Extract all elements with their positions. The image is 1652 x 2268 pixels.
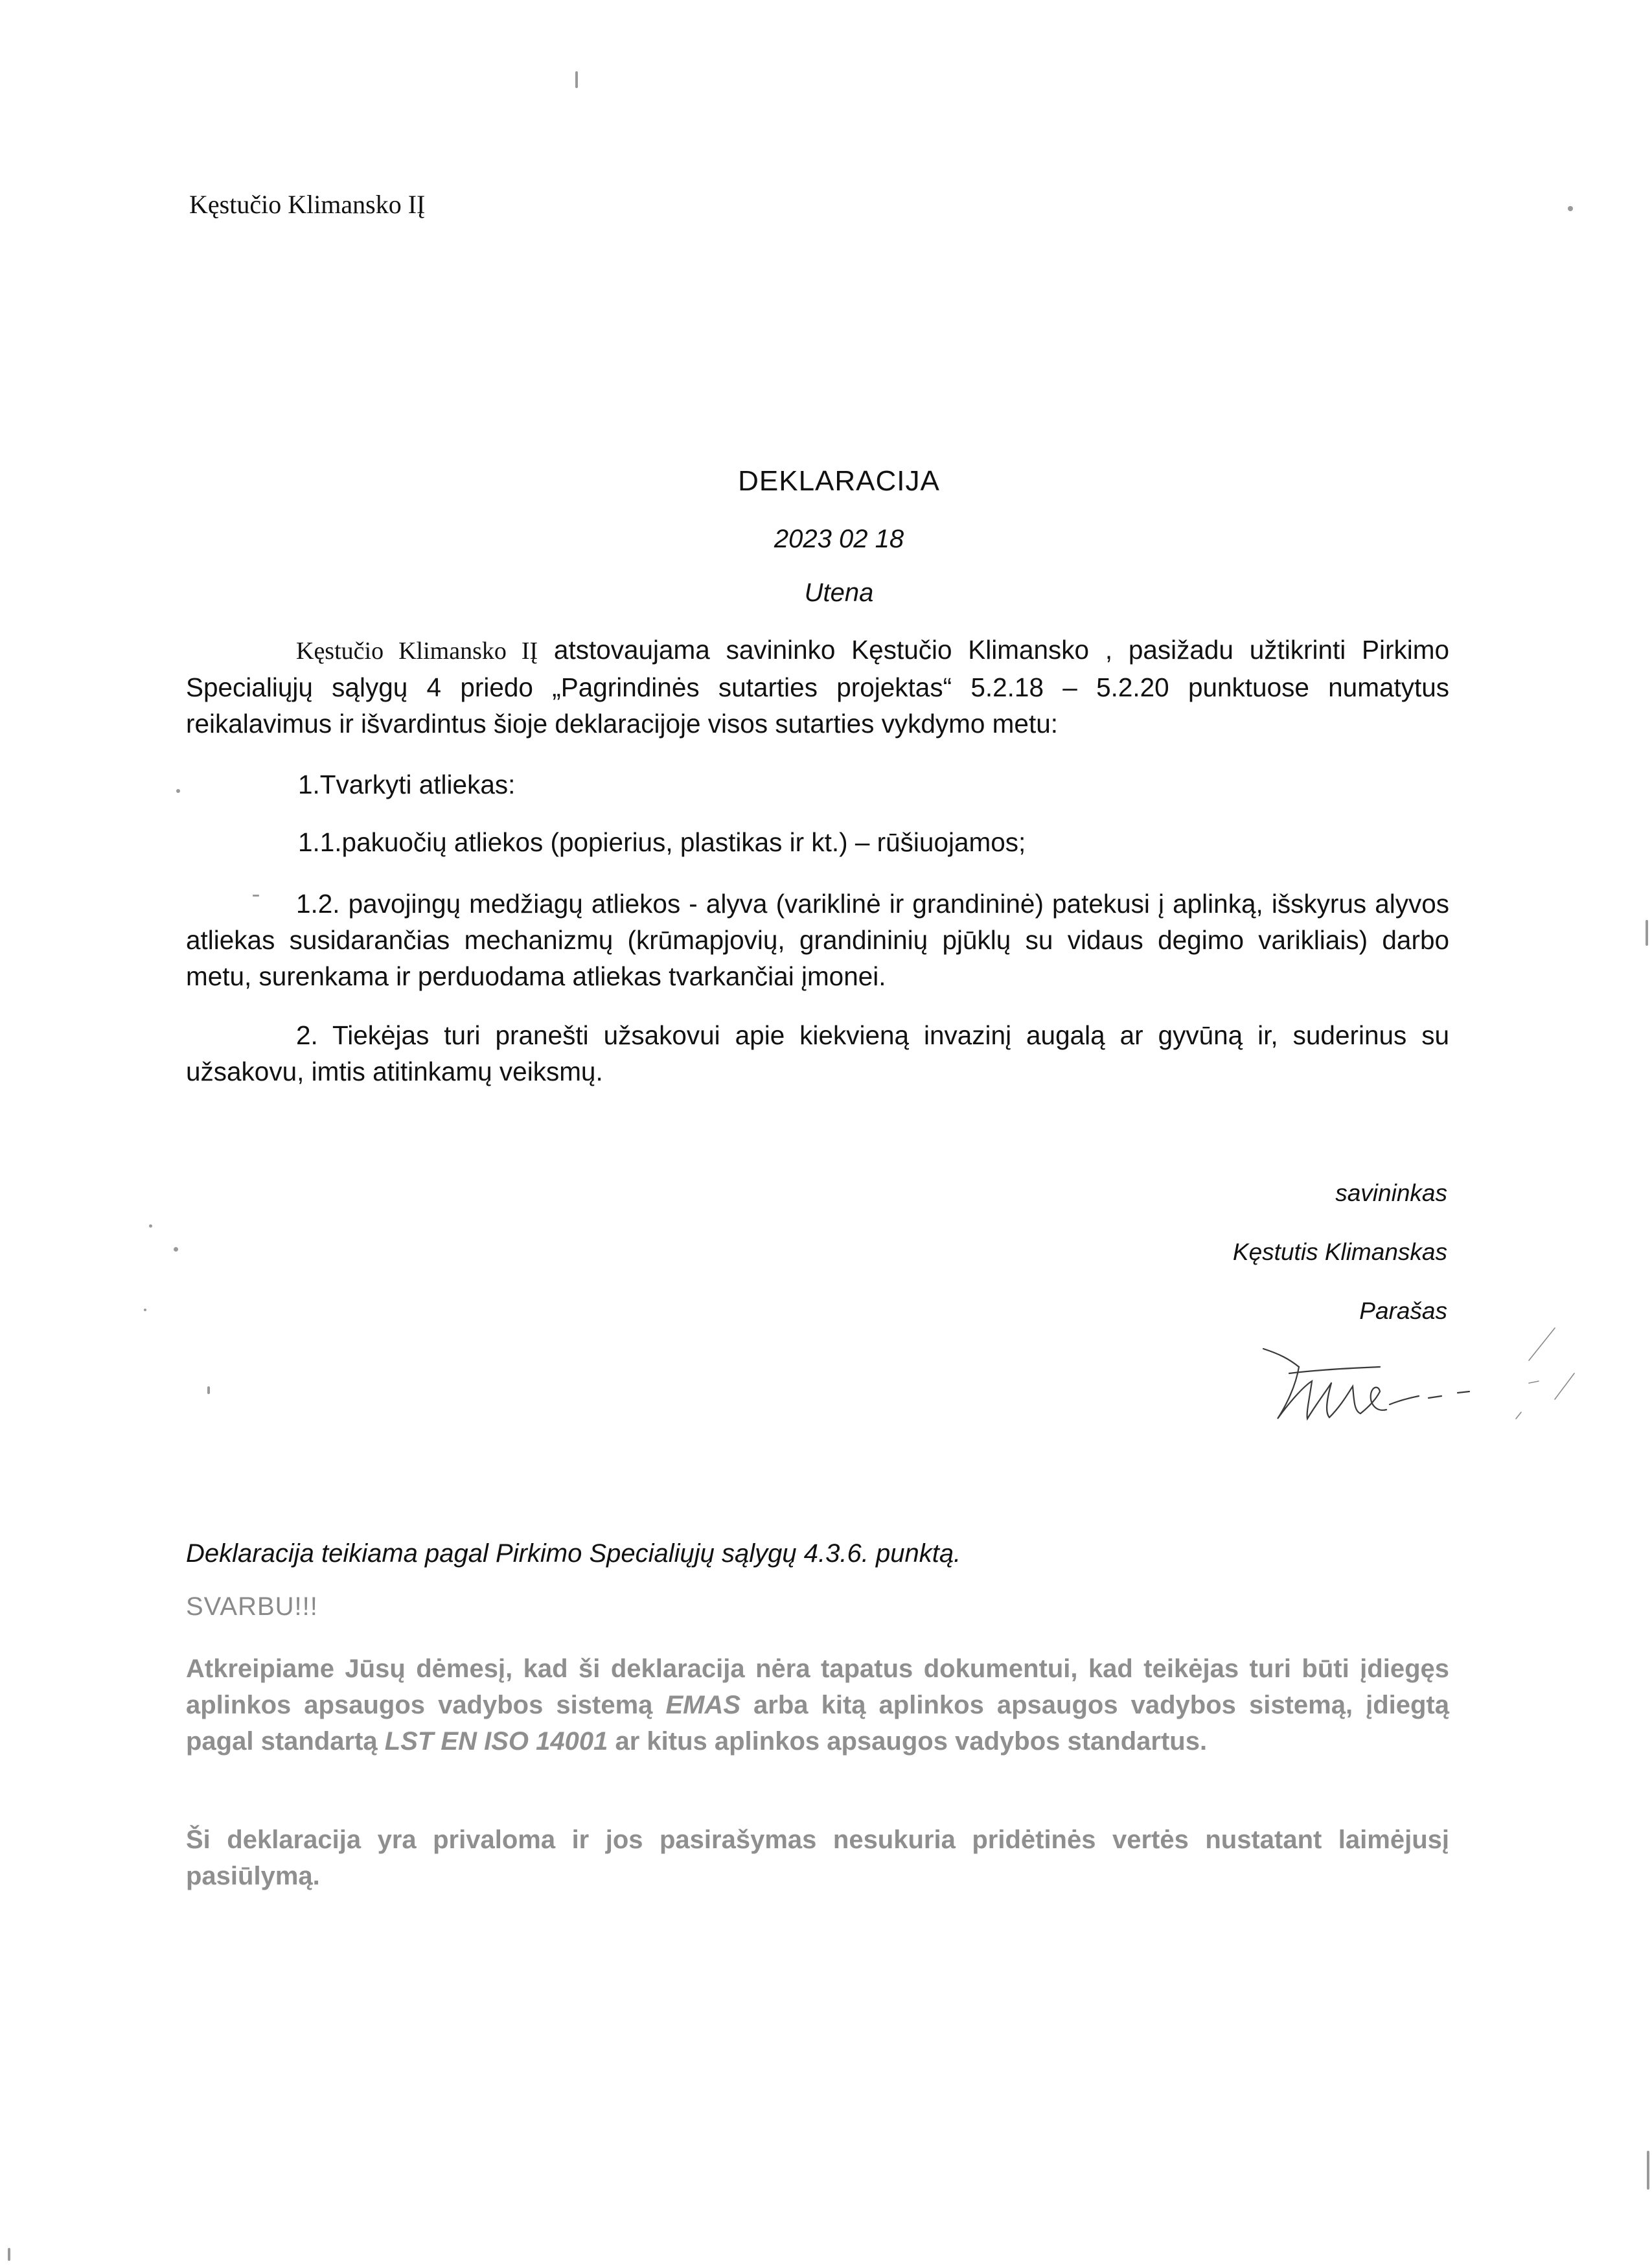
signature-label: Parašas bbox=[1359, 1298, 1447, 1324]
scan-speck bbox=[144, 1309, 146, 1311]
document-date: 2023 02 18 bbox=[774, 525, 904, 553]
notice-paragraph-2: Ši deklaracija yra privaloma ir jos pasirašymas nesukuria pridėtinės vertės nustatant laimėjusį pasiūlymą. bbox=[186, 1826, 1449, 1890]
notice-1-standard: LST EN ISO 14001 bbox=[384, 1727, 608, 1756]
scan-speck bbox=[253, 895, 259, 897]
scan-speck bbox=[207, 1386, 210, 1394]
scan-speck bbox=[575, 71, 578, 88]
notice-paragraph-1 bbox=[186, 1651, 1449, 1759]
notice-1-text-c: ar kitus aplinkos apsaugos vadybos standartus. bbox=[608, 1727, 1208, 1756]
scan-speck bbox=[1646, 920, 1648, 946]
signer-name: Kęstutis Klimanskas bbox=[1232, 1239, 1447, 1265]
intro-company: Kęstučio Klimansko IĮ bbox=[296, 637, 538, 665]
intro-paragraph bbox=[186, 632, 1449, 742]
document-city: Utena bbox=[804, 578, 874, 607]
scan-speck bbox=[1568, 206, 1573, 211]
notice-1-text-b: arba kitą aplinkos apsaugos vadybos sistemą, įdiegtą pagal standartą bbox=[186, 1691, 1450, 1756]
document-title: DEKLARACIJA bbox=[738, 465, 940, 497]
scan-speck bbox=[174, 1247, 178, 1252]
list-item-2: 2. Tiekėjas turi pranešti užsakovui apie kiekvieną invazinį augalą ar gyvūną ir, suderinus su užsakovu, imtis atitinkamų veiksmų. bbox=[186, 1020, 1449, 1086]
scan-speck bbox=[149, 1224, 152, 1228]
scan-speck bbox=[8, 2248, 10, 2261]
list-item-1-2: 1.2. pavojingų medžiagų atliekos - alyva (variklinė ir grandininė) patekusi į aplinką, išskyrus alyvos atliekas susidarančias mechanizmų (krūmapjovių, grandininių pjūklų su vidaus degimo varikliais) darbo metu, surenkama ir perduodama atliekas tvarkančiai įmonei. bbox=[186, 889, 1449, 991]
notice-1-text-a: Atkreipiame Jūsų dėmesį, kad ši deklaracija nėra tapatus dokumentui, kad teikėjas turi būti įdiegęs aplinkos apsaugos vadybos sistemą bbox=[186, 1655, 1449, 1719]
handwritten-signature bbox=[1250, 1322, 1587, 1445]
scan-speck bbox=[176, 789, 180, 793]
notice-1-emas: EMAS bbox=[665, 1691, 741, 1719]
company-header: Kęstučio Klimansko IĮ bbox=[189, 190, 426, 219]
important-heading: SVARBU!!! bbox=[186, 1592, 318, 1621]
list-item-1-1: 1.1.pakuočių atliekos (popierius, plastikas ir kt.) – rūšiuojamos; bbox=[298, 827, 1026, 857]
list-item-1: 1.Tvarkyti atliekas: bbox=[298, 770, 516, 799]
declaration-basis: Deklaracija teikiama pagal Pirkimo Specialiųjų sąlygų 4.3.6. punktą. bbox=[186, 1539, 961, 1568]
signer-role: savininkas bbox=[1335, 1180, 1447, 1206]
intro-text: atstovaujama savininko Kęstučio Klimansko , pasižadu užtikrinti Pirkimo Specialiųjų sąlygų 4 priedo „Pagrindinės sutarties projektas“ 5.2.18 – 5.2.20 punktuose numatytus reikalavimus ir išvardintus šioje deklaracijoje visos sutarties vykdymo metu: bbox=[186, 635, 1450, 739]
scan-speck bbox=[1647, 2151, 1649, 2190]
